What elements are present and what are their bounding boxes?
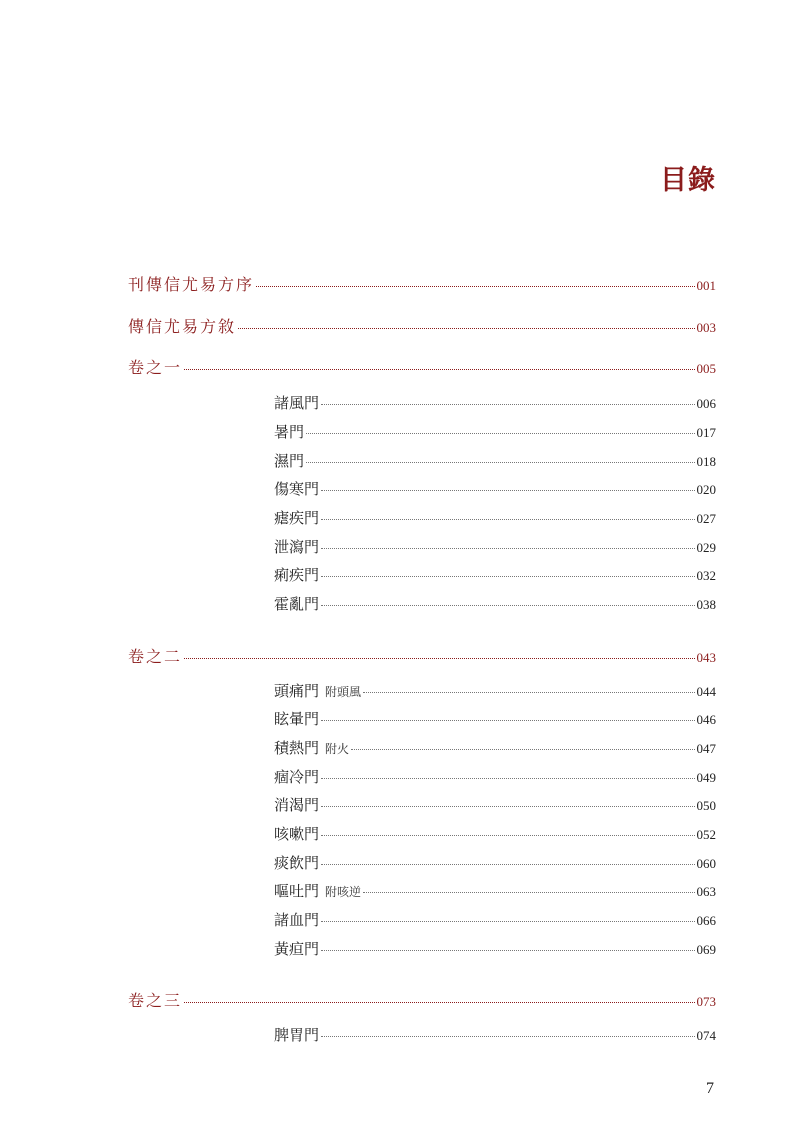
entry-page-number: 066 — [696, 913, 716, 928]
toc-entry[interactable] — [274, 392, 716, 413]
entry-label: 卷之一 — [128, 358, 183, 377]
dot-leader — [321, 404, 694, 405]
toc-entry[interactable] — [274, 909, 716, 930]
toc-entry[interactable] — [274, 708, 716, 729]
toc-entry[interactable] — [274, 450, 716, 471]
toc-entry[interactable] — [274, 794, 716, 815]
entry-page-number: 073 — [696, 994, 716, 1009]
entry-label: 傳信尤易方敘 — [128, 317, 237, 336]
toc-entry[interactable] — [274, 823, 716, 844]
dot-leader — [351, 749, 694, 750]
dot-leader — [363, 692, 694, 693]
entry-label: 黃疸門 — [274, 940, 320, 958]
entry-label: 濕門 — [274, 452, 305, 470]
entry-page-number: 063 — [696, 884, 716, 899]
entry-label: 刊傳信尤易方序 — [128, 275, 255, 294]
toc-entry[interactable] — [274, 852, 716, 873]
toc-entry[interactable] — [274, 564, 716, 585]
entry-page-number: 060 — [696, 856, 716, 871]
entry-page-number: 017 — [696, 425, 716, 440]
entry-label: 諸風門 — [274, 394, 320, 412]
entry-label: 痢疾門 — [274, 566, 320, 584]
dot-leader — [321, 576, 694, 577]
entry-label: 卷之三 — [128, 991, 183, 1010]
entry-page-number: 044 — [696, 684, 716, 699]
dot-leader — [306, 462, 694, 463]
dot-leader — [184, 369, 694, 370]
toc-entry[interactable] — [274, 536, 716, 557]
entry-note: 附咳逆 — [325, 885, 362, 899]
entry-page-number: 027 — [696, 511, 716, 526]
dot-leader — [184, 658, 694, 659]
entry-label: 卷之二 — [128, 647, 183, 666]
entry-page-number: 020 — [696, 482, 716, 497]
toc-entry[interactable] — [274, 680, 716, 701]
toc-section-entry[interactable] — [128, 355, 716, 378]
toc-entry[interactable] — [274, 880, 716, 901]
toc-entry[interactable] — [274, 737, 716, 758]
dot-leader — [321, 720, 694, 721]
dot-leader — [321, 806, 694, 807]
toc-entry[interactable] — [274, 1024, 716, 1045]
dot-leader — [321, 548, 694, 549]
entry-page-number: 038 — [696, 597, 716, 612]
entry-page-number: 050 — [696, 798, 716, 813]
toc-section-entry[interactable] — [128, 272, 716, 295]
entry-note: 附火 — [325, 742, 350, 756]
entry-page-number: 069 — [696, 942, 716, 957]
dot-leader — [184, 1002, 694, 1003]
entry-label: 脾胃門 — [274, 1026, 320, 1044]
entry-label: 傷寒門 — [274, 480, 320, 498]
toc-entry[interactable] — [274, 593, 716, 614]
entry-page-number: 046 — [696, 712, 716, 727]
entry-page-number: 032 — [696, 568, 716, 583]
dot-leader — [321, 921, 694, 922]
entry-page-number: 029 — [696, 540, 716, 555]
entry-page-number: 052 — [696, 827, 716, 842]
entry-label: 痰飲門 — [274, 854, 320, 872]
page-title: 目錄 — [660, 165, 716, 196]
entry-page-number: 005 — [696, 361, 716, 376]
dot-leader — [306, 433, 694, 434]
entry-page-number: 018 — [696, 454, 716, 469]
entry-label: 諸血門 — [274, 911, 320, 929]
page-number: 7 — [706, 1080, 714, 1097]
entry-label: 瘧疾門 — [274, 509, 320, 527]
entry-label: 泄瀉門 — [274, 538, 320, 556]
entry-label: 消渴門 — [274, 796, 320, 814]
entry-label: 痼冷門 — [274, 768, 320, 786]
entry-label: 咳嗽門 — [274, 825, 320, 843]
entry-page-number: 001 — [696, 278, 716, 293]
toc-entry[interactable] — [274, 478, 716, 499]
dot-leader — [321, 864, 694, 865]
toc-section-entry[interactable] — [128, 314, 716, 337]
dot-leader — [363, 892, 694, 893]
dot-leader — [321, 1036, 694, 1037]
entry-label: 暑門 — [274, 423, 305, 441]
entry-page-number: 074 — [696, 1028, 716, 1043]
entry-label: 眩暈門 — [274, 710, 320, 728]
toc-entry[interactable] — [274, 938, 716, 959]
entry-label: 嘔吐門 — [274, 882, 320, 900]
entry-label: 霍亂門 — [274, 595, 320, 613]
dot-leader — [256, 286, 694, 287]
toc-section-entry[interactable] — [128, 988, 716, 1011]
dot-leader — [321, 778, 694, 779]
dot-leader — [321, 490, 694, 491]
entry-page-number: 043 — [696, 650, 716, 665]
entry-page-number: 049 — [696, 770, 716, 785]
toc-entry[interactable] — [274, 421, 716, 442]
entry-note: 附頭風 — [325, 685, 362, 699]
toc-entry[interactable] — [274, 507, 716, 528]
dot-leader — [321, 519, 694, 520]
entry-page-number: 003 — [696, 320, 716, 335]
entry-label: 積熱門 — [274, 739, 320, 757]
dot-leader — [238, 328, 694, 329]
entry-page-number: 006 — [696, 396, 716, 411]
dot-leader — [321, 835, 694, 836]
dot-leader — [321, 605, 694, 606]
dot-leader — [321, 950, 694, 951]
toc-entry[interactable] — [274, 766, 716, 787]
entry-page-number: 047 — [696, 741, 716, 756]
entry-label: 頭痛門 — [274, 682, 320, 700]
toc-section-entry[interactable] — [128, 644, 716, 667]
